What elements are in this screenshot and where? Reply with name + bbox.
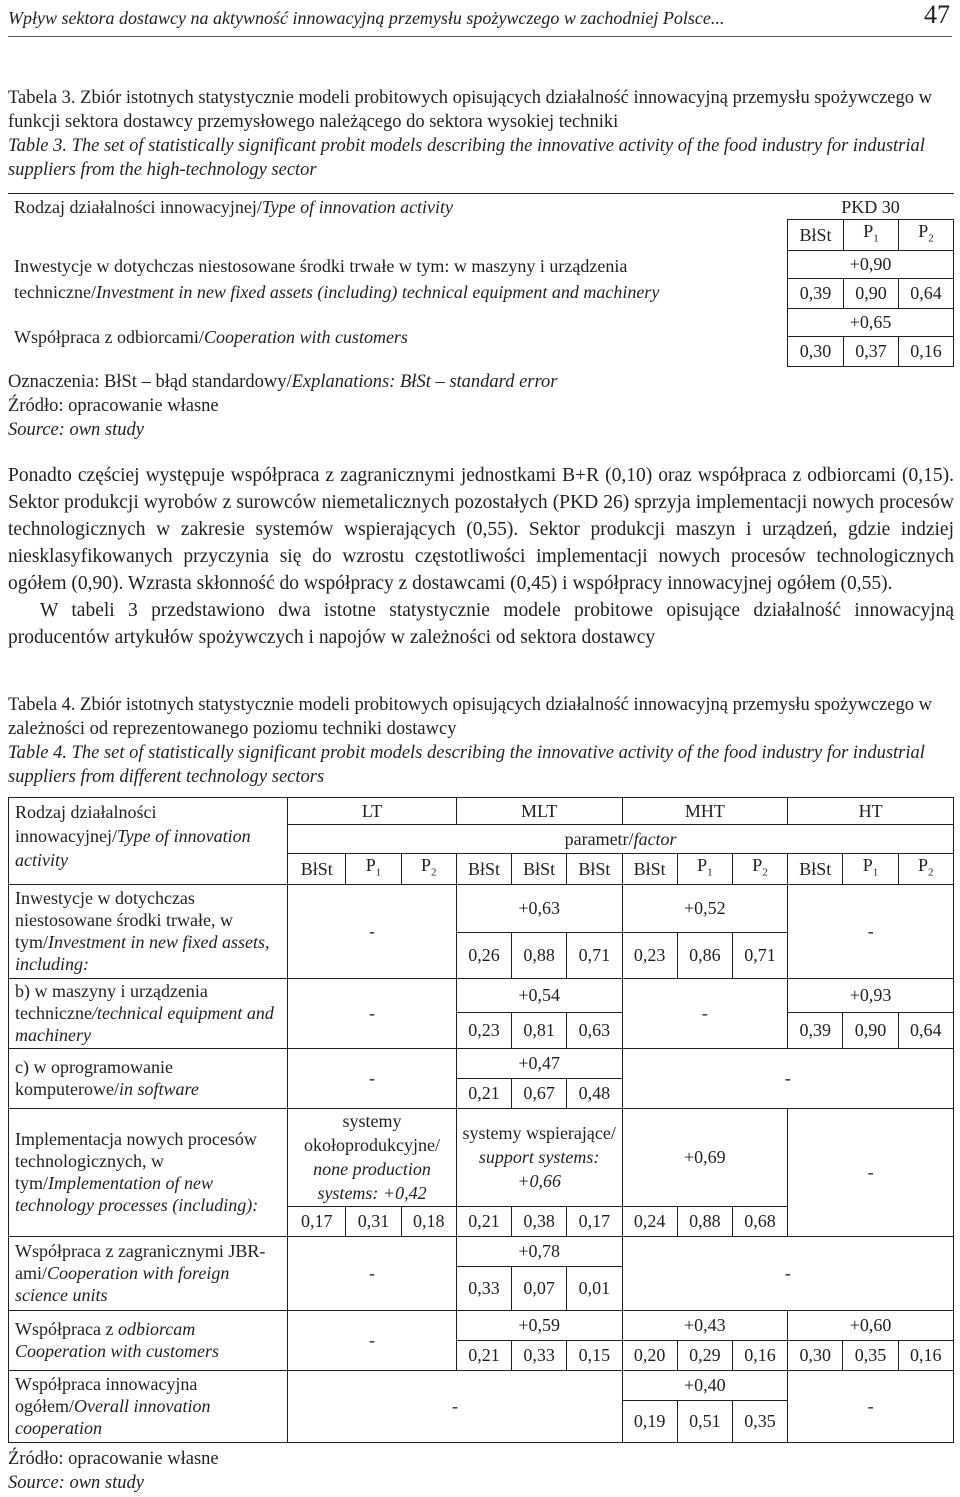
table3-row2-blst: 0,30 bbox=[788, 336, 844, 366]
table4-r3-rest: - bbox=[622, 1048, 954, 1108]
table4-r4-v: 0,17 bbox=[567, 1206, 622, 1236]
table3-row1-p1: 0,90 bbox=[844, 278, 899, 308]
table4-h-p2: $P_2$ bbox=[898, 854, 953, 885]
table4-group-mlt: MLT bbox=[456, 798, 622, 825]
table4-r6-v: 0,35 bbox=[843, 1340, 898, 1370]
table4-r1-mht: +0,52 bbox=[622, 884, 788, 932]
table4-r1-label: Inwestycje w dotychczas niestosowane środki trwałe, w tym/Investment in new fixed assets, including: bbox=[9, 884, 288, 978]
table4-r2-label: b) w maszyny i urządzenia techniczne/technical equipment and machinery bbox=[9, 978, 288, 1048]
table4-r2-ht: +0,93 bbox=[788, 978, 954, 1012]
table4-r2-v: 0,64 bbox=[898, 1012, 953, 1048]
table4-r5-v: 0,33 bbox=[456, 1266, 511, 1310]
page-number: 47 bbox=[924, 0, 950, 29]
body-text bbox=[8, 462, 954, 651]
table4-h-p1: $P_1$ bbox=[677, 854, 732, 885]
table3-p2-head: $P_2$ bbox=[898, 220, 953, 251]
table4-h-blst: BłSt bbox=[567, 854, 622, 885]
table3-row2-p1: 0,37 bbox=[844, 336, 899, 366]
body-paragraph-2: W tabeli 3 przedstawiono dwa istotne statystycznie modele probitowe opisujące działalność innowacyjną producentów artykułów spożywczych i napojów w zależności od sektora dostawcy bbox=[8, 600, 954, 648]
table4 bbox=[8, 797, 954, 1443]
table4-r4-v: 0,88 bbox=[677, 1206, 732, 1236]
table3-row1-label: Inwestycje w dotychczas niestosowane środki trwałe w tym: w maszyny i urządzenia techniczne/Investment in new fixed assets (including) technical equipment and machinery bbox=[14, 256, 660, 303]
table4-r4-v: 0,21 bbox=[456, 1206, 511, 1236]
table4-h-blst: BłSt bbox=[512, 854, 567, 885]
table4-r1-v: 0,71 bbox=[567, 932, 622, 978]
table3-row2-label: Współpraca z odbiorcami/Cooperation with customers bbox=[14, 327, 408, 348]
table4-r6-v: 0,21 bbox=[456, 1340, 511, 1370]
table4-r4-ht: - bbox=[788, 1108, 954, 1236]
table4-r2-lt: - bbox=[288, 978, 457, 1048]
table4-r3-v: 0,21 bbox=[456, 1078, 511, 1108]
table4-r7-v: 0,35 bbox=[732, 1400, 787, 1442]
table3-caption-pl: Tabela 3. Zbiór istotnych statystycznie modeli probitowych opisujących działalność innowacyjną przemysłu spożywczego w funkcji sektora dostawcy przemysłowego należącego do sektora wysokiej techniki bbox=[8, 88, 932, 132]
table3-source-en: Source: own study bbox=[8, 420, 144, 440]
table4-r5-mlt: +0,78 bbox=[456, 1236, 622, 1266]
table3-pkd: PKD 30 bbox=[788, 194, 954, 220]
table4-r4-v: 0,17 bbox=[288, 1206, 346, 1236]
table4-r4-lt: systemy okołoprodukcyjne/ none production systems: +0,42 bbox=[288, 1108, 457, 1206]
table4-r2-v: 0,39 bbox=[788, 1012, 843, 1048]
table4-r2-mht: - bbox=[622, 978, 788, 1048]
table4-r3-label: c) w oprogramowanie komputerowe/in software bbox=[9, 1048, 288, 1108]
table4-r6-v: 0,33 bbox=[512, 1340, 567, 1370]
table4-r4-mht: +0,69 bbox=[622, 1108, 788, 1206]
table4-source-pl: Źródło: opracowanie własne bbox=[8, 1449, 219, 1469]
table4-r2-v: 0,23 bbox=[456, 1012, 511, 1048]
table4-h-p2: $P_2$ bbox=[401, 854, 456, 885]
table4-r6-mlt: +0,59 bbox=[456, 1310, 622, 1340]
table3-note: Oznaczenia: BłSt – błąd standardowy/Explanations: BłSt – standard error bbox=[8, 372, 558, 392]
table3-p1-head: $P_1$ bbox=[844, 220, 899, 251]
table3-blst-head: BłSt bbox=[788, 220, 844, 251]
table4-source-en: Source: own study bbox=[8, 1473, 144, 1493]
table4-r6-label: Współpraca z odbiorcam Cooperation with customers bbox=[9, 1310, 288, 1370]
table3-row2-param: +0,65 bbox=[788, 308, 954, 336]
table3-row2-p2: 0,16 bbox=[898, 336, 953, 366]
table3 bbox=[8, 193, 954, 367]
table4-r7-v: 0,51 bbox=[677, 1400, 732, 1442]
table4-caption-pl: Tabela 4. Zbiór istotnych statystycznie modeli probitowych opisujących działalność innowacyjną przemysłu spożywczego w zależności od reprezentowanego poziomu techniki dostawcy bbox=[8, 695, 932, 739]
running-title: Wpływ sektora dostawcy na aktywność innowacyjną przemysłu spożywczego w zachodniej Polsce... bbox=[8, 8, 725, 28]
table4-r1-ht: - bbox=[788, 884, 954, 978]
table4-r5-label: Współpraca z zagranicznymi JBR-ami/Cooperation with foreign science units bbox=[9, 1236, 288, 1310]
table4-r1-v: 0,71 bbox=[732, 932, 787, 978]
table3-row1-param: +0,90 bbox=[788, 250, 954, 278]
table4-r5-rest: - bbox=[622, 1236, 954, 1310]
table4-r4-mlt: systemy wspierające/ support systems: +0,66 bbox=[456, 1108, 622, 1206]
table4-r4-label: Implementacja nowych procesów technologicznych, w tym/Implementation of new technology processes (including): bbox=[9, 1108, 288, 1236]
table4-h-blst: BłSt bbox=[788, 854, 843, 885]
body-paragraph-1: Ponadto częściej występuje współpraca z zagranicznymi jednostkami B+R (0,10) oraz współpraca z odbiorcami (0,15). Sektor produkcji wyrobów z surowców niemetalicznych pozostałych (PKD 26) sprzyja implementacji nowych procesów technologicznych w zakresie systemów wspierających (0,55). Sektor produkcji maszyn i urządzeń, gdzie indziej niesklasyfikowanych przyczynia się do wzrostu częstotliwości implementacji nowych procesów technologicznych ogółem (0,90). Wzrasta skłonność do współpracy z dostawcami (0,45) i współpracy innowacyjnej ogółem (0,55). bbox=[8, 465, 954, 594]
table4-r2-v: 0,81 bbox=[512, 1012, 567, 1048]
table4-r6-v: 0,16 bbox=[898, 1340, 953, 1370]
table3-caption-en: Table 3. The set of statistically significant probit models describing the innovative activity of the food industry for industrial suppliers from the high-technology sector bbox=[8, 136, 925, 180]
table4-r4-v: 0,24 bbox=[622, 1206, 677, 1236]
table4-r6-lt: - bbox=[288, 1310, 457, 1370]
table4-r7-mht: +0,40 bbox=[622, 1370, 788, 1400]
table4-h-p1: $P_1$ bbox=[843, 854, 898, 885]
table4-r7-ht: - bbox=[788, 1370, 954, 1442]
table4-r5-v: 0,07 bbox=[512, 1266, 567, 1310]
table4-h-blst: BłSt bbox=[456, 854, 511, 885]
table4-caption bbox=[8, 693, 958, 789]
running-header bbox=[8, 2, 952, 37]
table4-r7-v: 0,19 bbox=[622, 1400, 677, 1442]
table4-r1-v: 0,26 bbox=[456, 932, 511, 978]
table4-source bbox=[8, 1447, 219, 1495]
table4-r5-v: 0,01 bbox=[567, 1266, 622, 1310]
table4-r6-v: 0,20 bbox=[622, 1340, 677, 1370]
table4-r7-label: Współpraca innowacyjna ogółem/Overall innovation cooperation bbox=[9, 1370, 288, 1442]
table4-h-blst: BłSt bbox=[622, 854, 677, 885]
table4-r4-v: 0,18 bbox=[401, 1206, 456, 1236]
table4-group-ht: HT bbox=[788, 798, 954, 825]
table4-r2-mlt: +0,54 bbox=[456, 978, 622, 1012]
table4-h-blst: BłSt bbox=[288, 854, 346, 885]
table4-group-lt: LT bbox=[288, 798, 457, 825]
table4-h-p2: $P_2$ bbox=[732, 854, 787, 885]
table4-r4-v: 0,38 bbox=[512, 1206, 567, 1236]
table4-r6-ht: +0,60 bbox=[788, 1310, 954, 1340]
table4-r2-v: 0,63 bbox=[567, 1012, 622, 1048]
table4-col-head: Rodzaj działalności innowacyjnej/Type of innovation activity bbox=[9, 798, 288, 885]
table4-r6-v: 0,30 bbox=[788, 1340, 843, 1370]
table4-r6-v: 0,16 bbox=[732, 1340, 787, 1370]
table4-param-head: parametr/factor bbox=[288, 825, 954, 854]
table4-group-mht: MHT bbox=[622, 798, 788, 825]
table4-r6-v: 0,15 bbox=[567, 1340, 622, 1370]
table4-r6-v: 0,29 bbox=[677, 1340, 732, 1370]
table4-r1-mlt: +0,63 bbox=[456, 884, 622, 932]
table4-r4-v: 0,31 bbox=[346, 1206, 401, 1236]
table4-caption-en: Table 4. The set of statistically significant probit models describing the innovative activity of the food industry for industrial suppliers from different technology sectors bbox=[8, 743, 925, 787]
table4-h-p1: $P_1$ bbox=[346, 854, 401, 885]
table4-r3-v: 0,48 bbox=[567, 1078, 622, 1108]
table4-r3-lt: - bbox=[288, 1048, 457, 1108]
table4-r3-v: 0,67 bbox=[512, 1078, 567, 1108]
table4-r3-mlt: +0,47 bbox=[456, 1048, 622, 1078]
table3-source-pl: Źródło: opracowanie własne bbox=[8, 396, 219, 416]
table4-r1-v: 0,88 bbox=[512, 932, 567, 978]
table3-row1-p2: 0,64 bbox=[898, 278, 953, 308]
table3-col-head: Rodzaj działalności innowacyjnej/Type of innovation activity bbox=[8, 194, 788, 220]
table3-notes bbox=[8, 370, 557, 442]
table4-r1-lt: - bbox=[288, 884, 457, 978]
table4-r1-v: 0,86 bbox=[677, 932, 732, 978]
table3-row1-blst: 0,39 bbox=[788, 278, 844, 308]
table3-caption bbox=[8, 86, 958, 182]
table4-r7-lt-mlt: - bbox=[288, 1370, 622, 1442]
table4-r5-lt: - bbox=[288, 1236, 457, 1310]
table4-r1-v: 0,23 bbox=[622, 932, 677, 978]
table4-r4-v: 0,68 bbox=[732, 1206, 787, 1236]
table4-r6-mht: +0,43 bbox=[622, 1310, 788, 1340]
table4-r2-v: 0,90 bbox=[843, 1012, 898, 1048]
